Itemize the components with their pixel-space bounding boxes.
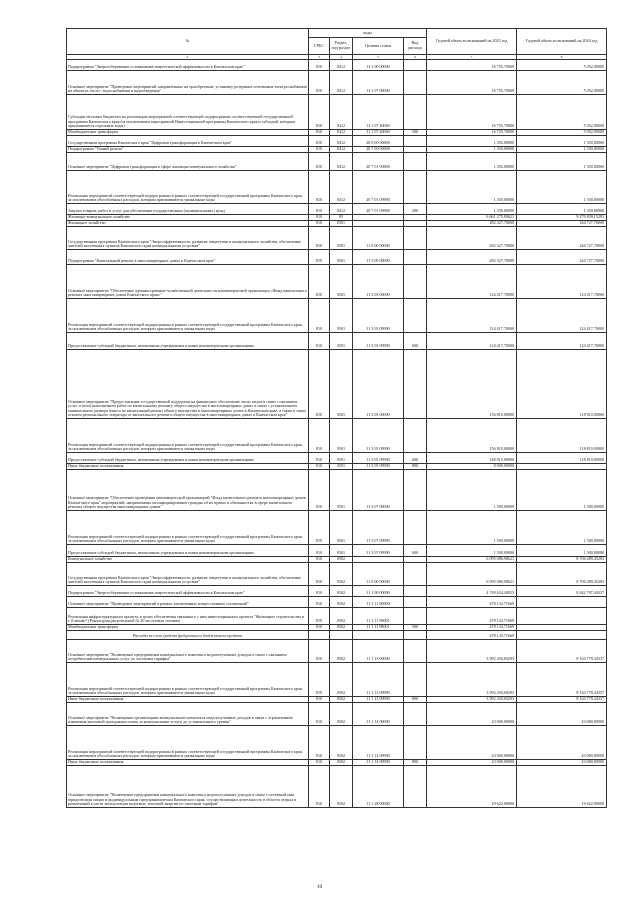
row-expense-type: 800 [404, 760, 427, 766]
row-grbs-code: 810 [309, 227, 330, 250]
col-number: 7 [427, 55, 517, 60]
row-section-code: 0502 [330, 663, 353, 697]
page-number: 10 [316, 884, 323, 890]
row-amount-2024: 43 000,00000 [517, 760, 607, 766]
table-row [67, 136, 607, 147]
row-section-code: 0412 [330, 204, 353, 215]
row-amount-2024: 1 500,00000 [517, 511, 607, 545]
row-name: Иные бюджетные ассигнования [67, 464, 309, 470]
row-name: Предоставление субсидий бюджетным, автономным учреждениям и иным некоммерческим организациям [67, 453, 309, 464]
row-section-code: 0502 [330, 608, 353, 625]
row-name: Реализация мероприятий соответствующей подпрограммы в рамках соответствующей государственной программы Камчатского края, за исключением обособленных расходов, которым присваиваются уникальные коды [67, 299, 309, 333]
row-amount-2023: 478 134,71669 [427, 608, 517, 625]
table-row [67, 171, 607, 204]
row-amount-2024: 124 417,70000 [517, 265, 607, 299]
row-amount-2024: 244 727,70000 [517, 221, 607, 227]
row-target-code: 11 1 07 40060 [353, 130, 404, 136]
table-row [67, 597, 607, 608]
row-section-code: 0412 [330, 130, 353, 136]
row-amount-2024: 8 163 770,44337 [517, 640, 607, 663]
budget-table-body [67, 60, 607, 808]
row-grbs-code: 810 [309, 130, 330, 136]
row-section-code: 0502 [330, 697, 353, 703]
row-section-code: 0502 [330, 703, 353, 726]
row-name: Основное мероприятие "Обеспечение проведения некоммерческой организацией "Фонд капитального ремонта многоквартирных домов Камчатского края" мероприятий, направленных на информирование граждан об их правах и обязанностях в сфере капитального ремонта общего имущества многоквартирных домов" [67, 470, 309, 511]
row-target-code: 11 3 07 00000 [353, 470, 404, 511]
row-section-code: 0501 [330, 265, 353, 299]
table-row [67, 265, 607, 299]
row-target-code: 11 1 14 00000 [353, 703, 404, 726]
row-grbs-code: 810 [309, 215, 330, 221]
row-grbs-code: 810 [309, 726, 330, 760]
row-name: Расходы за счет средств федерального бюджетного кредита [67, 631, 309, 640]
row-expense-type [404, 703, 427, 726]
row-amount-2023: 282 327,70000 [427, 250, 517, 265]
row-grbs-code: 810 [309, 597, 330, 608]
row-target-code: 20 7 01 09990 [353, 171, 404, 204]
row-expense-type: 800 [404, 464, 427, 470]
table-row [67, 299, 607, 333]
row-target-code: 11 1 13 09990 [353, 663, 404, 697]
row-amount-2024: 244 727,70000 [517, 250, 607, 265]
row-expense-type [404, 586, 427, 597]
row-target-code [353, 631, 404, 640]
table-row [67, 250, 607, 265]
row-amount-2024: 1 500,00000 [517, 545, 607, 557]
row-expense-type [404, 640, 427, 663]
row-amount-2023: 43 000,00000 [427, 703, 517, 726]
row-section-code: 0501 [330, 470, 353, 511]
row-amount-2023: 478 134,71669 [427, 631, 517, 640]
row-amount-2023: 124 417,70000 [427, 265, 517, 299]
row-expense-type: 500 [404, 130, 427, 136]
row-name: Подпрограмма "Энергосбережение и повышение энергетической эффективности в Камчатском крае" [67, 586, 309, 597]
row-amount-2023: 16 755,70000 [427, 130, 517, 136]
row-grbs-code: 810 [309, 608, 330, 625]
row-expense-type [404, 608, 427, 625]
row-expense-type: 200 [404, 204, 427, 215]
row-name: Основное мероприятие "Проведение мероприятий в рамках заключенных концессионных соглашений" [67, 597, 309, 608]
row-grbs-code: 810 [309, 697, 330, 703]
row-name: Иные бюджетные ассигнования [67, 760, 309, 766]
row-grbs-code: 810 [309, 171, 330, 204]
col-header-section: Раздел, под-раздел [330, 38, 353, 55]
row-grbs-code: 810 [309, 703, 330, 726]
row-expense-type: 600 [404, 333, 427, 350]
budget-table [66, 28, 607, 808]
row-expense-type [404, 265, 427, 299]
row-grbs-code: 810 [309, 453, 330, 464]
row-amount-2023: 156 810,00000 [427, 350, 517, 419]
row-section-code [330, 631, 353, 640]
row-section-code: 0412 [330, 95, 353, 130]
row-target-code: 11 3 03 00000 [353, 265, 404, 299]
row-name: Реализация инфраструктурного проекта, в целях обеспечения связанного с ним инвестиционного проекта "Жилищное строительство в г. Елизово" (Реконструкция котельной № 20 на газовом топливе) [67, 608, 309, 625]
row-expense-type [404, 350, 427, 419]
row-name: Реализация мероприятий соответствующей подпрограммы в рамках соответствующей государственной программы Камчатского края, за исключением обособленных расходов, которым присваиваются уникальные коды [67, 419, 309, 453]
row-amount-2024 [517, 608, 607, 625]
row-amount-2024: 244 727,70000 [517, 227, 607, 250]
row-grbs-code: 810 [309, 586, 330, 597]
budget-table-sheet [66, 28, 606, 808]
col-number: 5 [353, 55, 404, 60]
row-amount-2024: 1 350,00000 [517, 136, 607, 147]
row-amount-2024 [517, 631, 607, 640]
row-amount-2023: 3 992 450,69293 [427, 640, 517, 663]
col-number: 2 [67, 55, 309, 60]
row-amount-2023: 8 000,00000 [427, 464, 517, 470]
row-name: Основное мероприятие "Обеспечение административно-хозяйственной деятельности некоммерческой организации «Фонд капитального ремонта многоквартирных домов Камчатского края»" [67, 265, 309, 299]
row-target-code: 11 1 11 00000 [353, 597, 404, 608]
col-header-target: Целевая статья [353, 38, 404, 55]
row-target-code: 11 1 13 09990 [353, 697, 404, 703]
row-grbs-code [309, 631, 330, 640]
table-row [67, 419, 607, 453]
row-name: Реализация мероприятий соответствующей подпрограммы в рамках соответствующей государственной программы Камчатского края, за исключением обособленных расходов, которым присваиваются уникальные коды [67, 663, 309, 697]
row-amount-2024: 5 052,00000 [517, 60, 607, 71]
row-target-code: 11 1 13 00000 [353, 640, 404, 663]
row-grbs-code: 810 [309, 71, 330, 95]
row-amount-2024: 9 270 839,15283 [517, 215, 607, 221]
row-expense-type [404, 71, 427, 95]
row-amount-2024: 43 000,00000 [517, 703, 607, 726]
table-row [67, 586, 607, 597]
row-grbs-code: 810 [309, 350, 330, 419]
row-expense-type [404, 663, 427, 697]
row-section-code: 0502 [330, 726, 353, 760]
row-amount-2024: 1 350,00000 [517, 171, 607, 204]
row-target-code: 11 3 05 09990 [353, 453, 404, 464]
row-section-code: 0412 [330, 71, 353, 95]
table-row [67, 71, 607, 95]
row-expense-type [404, 563, 427, 586]
table-row [67, 511, 607, 545]
row-expense-type [404, 60, 427, 71]
row-amount-2024: 19 622,00000 [517, 766, 607, 808]
row-amount-2024: 5 052,00000 [517, 95, 607, 130]
row-amount-2024: 8 706 489,45283 [517, 557, 607, 563]
row-target-code: 11 1 07 40060 [353, 95, 404, 130]
row-expense-type [404, 250, 427, 265]
row-grbs-code: 810 [309, 136, 330, 147]
row-section-code: 0502 [330, 625, 353, 631]
row-grbs-code: 810 [309, 766, 330, 808]
row-grbs-code: 810 [309, 60, 330, 71]
row-amount-2023: 1 500,00000 [427, 545, 517, 557]
row-section-code: 0501 [330, 250, 353, 265]
row-section-code: 0412 [330, 171, 353, 204]
table-row [67, 726, 607, 760]
row-expense-type [404, 631, 427, 640]
row-amount-2023: 148 810,00000 [427, 453, 517, 464]
row-section-code: 0501 [330, 350, 353, 419]
row-amount-2023: 1 350,00000 [427, 136, 517, 147]
row-expense-type [404, 419, 427, 453]
row-target-code: 20 0 00 00000 [353, 136, 404, 147]
row-grbs-code: 810 [309, 464, 330, 470]
row-section-code: 0412 [330, 147, 353, 153]
row-target-code: 20 7 00 00000 [353, 147, 404, 153]
row-amount-2023: 43 000,00000 [427, 726, 517, 760]
row-name: Предоставление субсидий бюджетным, автономным учреждениям и иным некоммерческим организациям [67, 333, 309, 350]
row-amount-2024: 8 163 770,44337 [517, 697, 607, 703]
row-name: Коммунальное хозяйство [67, 557, 309, 563]
row-grbs-code: 810 [309, 760, 330, 766]
row-target-code: 11 3 05 09990 [353, 419, 404, 453]
col-header-codes: коды [309, 29, 427, 38]
row-target-code: 11 1 14 09990 [353, 760, 404, 766]
row-expense-type [404, 470, 427, 511]
row-amount-2024: 124 417,70000 [517, 333, 607, 350]
header-row-codes [67, 29, 607, 38]
row-section-code: 0502 [330, 597, 353, 608]
row-amount-2023: 1 500,00000 [427, 470, 517, 511]
row-grbs-code: 810 [309, 333, 330, 350]
table-row [67, 60, 607, 71]
table-row [67, 204, 607, 215]
row-grbs-code: 810 [309, 470, 330, 511]
row-grbs-code: 810 [309, 557, 330, 563]
table-row [67, 663, 607, 697]
row-expense-type [404, 153, 427, 171]
row-grbs-code: 810 [309, 625, 330, 631]
row-section-code: 0502 [330, 766, 353, 808]
row-amount-2023: 43 000,00000 [427, 760, 517, 766]
row-amount-2023: 3 992 450,69293 [427, 663, 517, 697]
row-expense-type [404, 726, 427, 760]
row-name: Основное мероприятие "Возмещение предприятиям коммунального комплекса недополученных доходов в связи с поставкой ими юридическим лицам и индивидуальным предпринимателям Камчатского края, осуществляющим деятельность в области отдыха и развлечений в части эксплуатации водоемов, тепловой энергии по льготным тарифам" [67, 766, 309, 808]
table-row [67, 608, 607, 625]
row-grbs-code: 810 [309, 640, 330, 663]
row-section-code: 0502 [330, 760, 353, 766]
row-name: Основное мероприятие "Возмещение организациям коммунального комплекса недополученных доходов в связи с ограничением изменения вносимой гражданами платы за коммунальные услуги до установленного уровня" [67, 703, 309, 726]
row-target-code: 11 1 28 00000 [353, 766, 404, 808]
row-name: Государственная программа Камчатского края "Цифровая трансформация в Камчатском крае" [67, 136, 309, 147]
row-name: Межбюджетные трансферты [67, 625, 309, 631]
table-row [67, 333, 607, 350]
row-amount-2024: 8 442 797,44337 [517, 586, 607, 597]
row-amount-2023: 1 350,00000 [427, 147, 517, 153]
col-header-2023: Годовой объем ассигнований на 2023 год [427, 29, 517, 55]
row-target-code: 20 7 01 00000 [353, 153, 404, 171]
row-amount-2023: 3 992 450,69293 [427, 697, 517, 703]
row-name: Реализация мероприятий соответствующей подпрограммы в рамках соответствующей государственной программы Камчатского края, за исключением обособленных расходов, которым присваиваются уникальные коды [67, 726, 309, 760]
row-amount-2023: 6 661 275,80621 [427, 215, 517, 221]
row-grbs-code: 810 [309, 265, 330, 299]
table-row [67, 153, 607, 171]
row-expense-type [404, 766, 427, 808]
row-target-code: 11 3 03 09990 [353, 333, 404, 350]
row-target-code: 11 1 00 00000 [353, 60, 404, 71]
row-name: Реализация мероприятий соответствующей подпрограммы в рамках соответствующей государственной программы Камчатского края, за исключением обособленных расходов, которым присваиваются уникальные коды [67, 171, 309, 204]
row-grbs-code: 810 [309, 204, 330, 215]
row-grbs-code: 810 [309, 545, 330, 557]
col-number: 4 [330, 55, 353, 60]
row-expense-type [404, 299, 427, 333]
row-name: Межбюджетные трансферты [67, 130, 309, 136]
row-target-code: 11 3 07 09990 [353, 511, 404, 545]
row-amount-2024: 5 052,00000 [517, 71, 607, 95]
row-amount-2023: 124 417,70000 [427, 299, 517, 333]
row-name: Основное мероприятие "Проведение мероприятий, направленных на приобретение, установку резервных источников электроснабжения на объектах тепло-, водоснабжения и водоотведения" [67, 71, 309, 95]
row-expense-type [404, 136, 427, 147]
table-row [67, 703, 607, 726]
row-expense-type: 800 [404, 697, 427, 703]
row-section-code: 0501 [330, 221, 353, 227]
row-amount-2023: 16 755,70000 [427, 95, 517, 130]
row-amount-2023: 478 134,71669 [427, 597, 517, 608]
row-section-code: 0501 [330, 227, 353, 250]
row-amount-2023: 124 417,70000 [427, 333, 517, 350]
row-grbs-code: 810 [309, 563, 330, 586]
row-grbs-code: 810 [309, 419, 330, 453]
row-target-code: 11 0 00 00000 [353, 563, 404, 586]
row-name: Основное мероприятие "Возмещение предприятиям коммунального комплекса недополученных доходов в связи с оказанием потребителям коммунальных услуг по льготным тарифам" [67, 640, 309, 663]
row-amount-2023: 19 622,00000 [427, 766, 517, 808]
row-expense-type: 600 [404, 453, 427, 464]
row-amount-2023: 16 755,70000 [427, 60, 517, 71]
row-amount-2024: 43 000,00000 [517, 726, 607, 760]
row-grbs-code: 810 [309, 221, 330, 227]
row-amount-2024: 5 052,00000 [517, 130, 607, 136]
row-amount-2024 [517, 597, 607, 608]
row-name: Закупка товаров, работ и услуг для обеспечения государственных (муниципальных) нужд [67, 204, 309, 215]
row-section-code: 0412 [330, 153, 353, 171]
table-row [67, 545, 607, 557]
row-target-code: 11 1 00 00000 [353, 586, 404, 597]
table-row [67, 470, 607, 511]
row-amount-2023: 4 749 634,40953 [427, 586, 517, 597]
col-header-exp-type: Вид расхода [404, 38, 427, 55]
row-target-code: 11 1 11 98001 [353, 608, 404, 625]
row-amount-2024: 1 350,00000 [517, 204, 607, 215]
row-section-code: 0502 [330, 640, 353, 663]
row-amount-2023: 16 755,70000 [427, 71, 517, 95]
row-name: Подпрограмма "Энергосбережение и повышение энергетической эффективности в Камчатском крае" [67, 60, 309, 71]
row-amount-2023: 478 134,71669 [427, 625, 517, 631]
row-section-code: 0501 [330, 545, 353, 557]
row-name: Предоставление субсидий бюджетным, автономным учреждениям и иным некоммерческим организациям [67, 545, 309, 557]
row-amount-2024: 1 350,00000 [517, 153, 607, 171]
row-amount-2023: 1 350,00000 [427, 171, 517, 204]
row-section-code: 0412 [330, 60, 353, 71]
row-target-code: 11 3 05 09990 [353, 464, 404, 470]
row-amount-2024: 8 163 770,44337 [517, 663, 607, 697]
row-target-code: 11 3 07 09990 [353, 545, 404, 557]
row-name: Государственная программа Камчатского края "Энергоэффективность, развитие энергетики и коммунального хозяйства, обеспечение жителей населенных пунктов Камчатского края коммунальными услугами" [67, 227, 309, 250]
row-amount-2024: 124 417,70000 [517, 299, 607, 333]
row-grbs-code: 810 [309, 147, 330, 153]
row-name: Иные бюджетные ассигнования [67, 697, 309, 703]
row-section-code: 0502 [330, 586, 353, 597]
col-number: 8 [517, 55, 607, 60]
row-amount-2023: 1 350,00000 [427, 204, 517, 215]
row-grbs-code: 810 [309, 95, 330, 130]
row-grbs-code: 810 [309, 153, 330, 171]
row-amount-2024: 1 350,00000 [517, 147, 607, 153]
row-section-code: 0502 [330, 563, 353, 586]
row-name: Жилищное хозяйство [67, 221, 309, 227]
row-name: Основное мероприятие "Цифровая трансформация в сфере жилищно-коммунального хозяйства" [67, 153, 309, 171]
row-name: Подпрограмма "Капитальный ремонт в многоквартирных домах в Камчатском крае" [67, 250, 309, 265]
row-expense-type: 500 [404, 625, 427, 631]
table-row [67, 453, 607, 464]
row-name: Жилищно-коммунальное хозяйство [67, 215, 309, 221]
row-amount-2023: 1 500,00000 [427, 511, 517, 545]
row-name: Подпрограмма "Умный регион" [67, 147, 309, 153]
table-note-row [67, 631, 607, 640]
row-name: Субсидии местным бюджетам на реализацию мероприятий соответствующей подпрограммы соответствующей государственной программы Камчатского края (за исключением мероприятий Инвестиционной программы Камчатского края и субсидий, которым присваиваются отдельные коды) [67, 95, 309, 130]
row-amount-2023: 282 327,70000 [427, 221, 517, 227]
row-section-code: 0501 [330, 419, 353, 453]
row-grbs-code: 810 [309, 299, 330, 333]
row-section-code: 05 [330, 215, 353, 221]
row-grbs-code: 810 [309, 511, 330, 545]
row-amount-2023: 6 095 086,98621 [427, 563, 517, 586]
row-amount-2024: 118 810,00000 [517, 419, 607, 453]
row-amount-2023: 282 327,70000 [427, 227, 517, 250]
row-amount-2024: 1 500,00000 [517, 470, 607, 511]
row-name: Реализация мероприятий соответствующей подпрограммы в рамках соответствующей государственной программы Камчатского края, за исключением обособленных расходов, которым присваиваются уникальные коды [67, 511, 309, 545]
row-amount-2024: 8 706 489,45283 [517, 563, 607, 586]
table-row [67, 350, 607, 419]
col-number: 3 [309, 55, 330, 60]
col-header-grbs: ГРБС [309, 38, 330, 55]
table-row [67, 640, 607, 663]
row-section-code: 0501 [330, 299, 353, 333]
row-expense-type [404, 597, 427, 608]
row-expense-type [404, 95, 427, 130]
row-grbs-code: 810 [309, 663, 330, 697]
row-section-code: 0501 [330, 333, 353, 350]
row-amount-2024: 118 810,00000 [517, 453, 607, 464]
row-expense-type [404, 171, 427, 204]
row-target-code: 11 1 11 98001 [353, 625, 404, 631]
row-target-code: 11 3 05 00000 [353, 350, 404, 419]
row-expense-type [404, 511, 427, 545]
row-expense-type [404, 227, 427, 250]
row-target-code: 11 1 07 00000 [353, 71, 404, 95]
table-row [67, 563, 607, 586]
row-target-code: 11 3 00 00000 [353, 250, 404, 265]
table-row [67, 95, 607, 130]
row-section-code: 0501 [330, 511, 353, 545]
table-row [67, 227, 607, 250]
row-amount-2023: 156 810,00000 [427, 419, 517, 453]
row-section-code: 0501 [330, 453, 353, 464]
col-header-num: № [67, 29, 309, 55]
row-section-code: 0412 [330, 136, 353, 147]
row-name: Основное мероприятие "Предоставление государственной поддержки на финансовое обеспечение части затрат в связи с оказанием услуг и (или) выполнением работ по капитальному ремонту общего имущества в многоквартирных домах в связи с установлением минимального размера взноса на капитальный ремонт общего имущества в многоквартирных домах в Камчатском крае, а также в связи отказом регионального оператора от капитального ремонта общего имущества в многоквартирных домах в Камчатском крае" [67, 350, 309, 419]
row-expense-type: 600 [404, 545, 427, 557]
row-grbs-code: 810 [309, 250, 330, 265]
table-row [67, 766, 607, 808]
row-target-code: 20 7 01 09990 [353, 204, 404, 215]
row-target-code: 11 0 00 00000 [353, 227, 404, 250]
row-section-code: 0501 [330, 464, 353, 470]
row-target-code: 11 3 03 09990 [353, 299, 404, 333]
row-amount-2023: 6 095 086,98621 [427, 557, 517, 563]
col-number: 6 [404, 55, 427, 60]
row-target-code: 11 1 14 09990 [353, 726, 404, 760]
row-amount-2024: 118 810,00000 [517, 350, 607, 419]
row-section-code: 0502 [330, 557, 353, 563]
row-name: Государственная программа Камчатского края "Энергоэффективность, развитие энергетики и коммунального хозяйства, обеспечение жителей населенных пунктов Камчатского края коммунальными услугами" [67, 563, 309, 586]
row-amount-2023: 1 350,00000 [427, 153, 517, 171]
col-header-2024: Годовой объем ассигнований на 2024 год [517, 29, 607, 55]
